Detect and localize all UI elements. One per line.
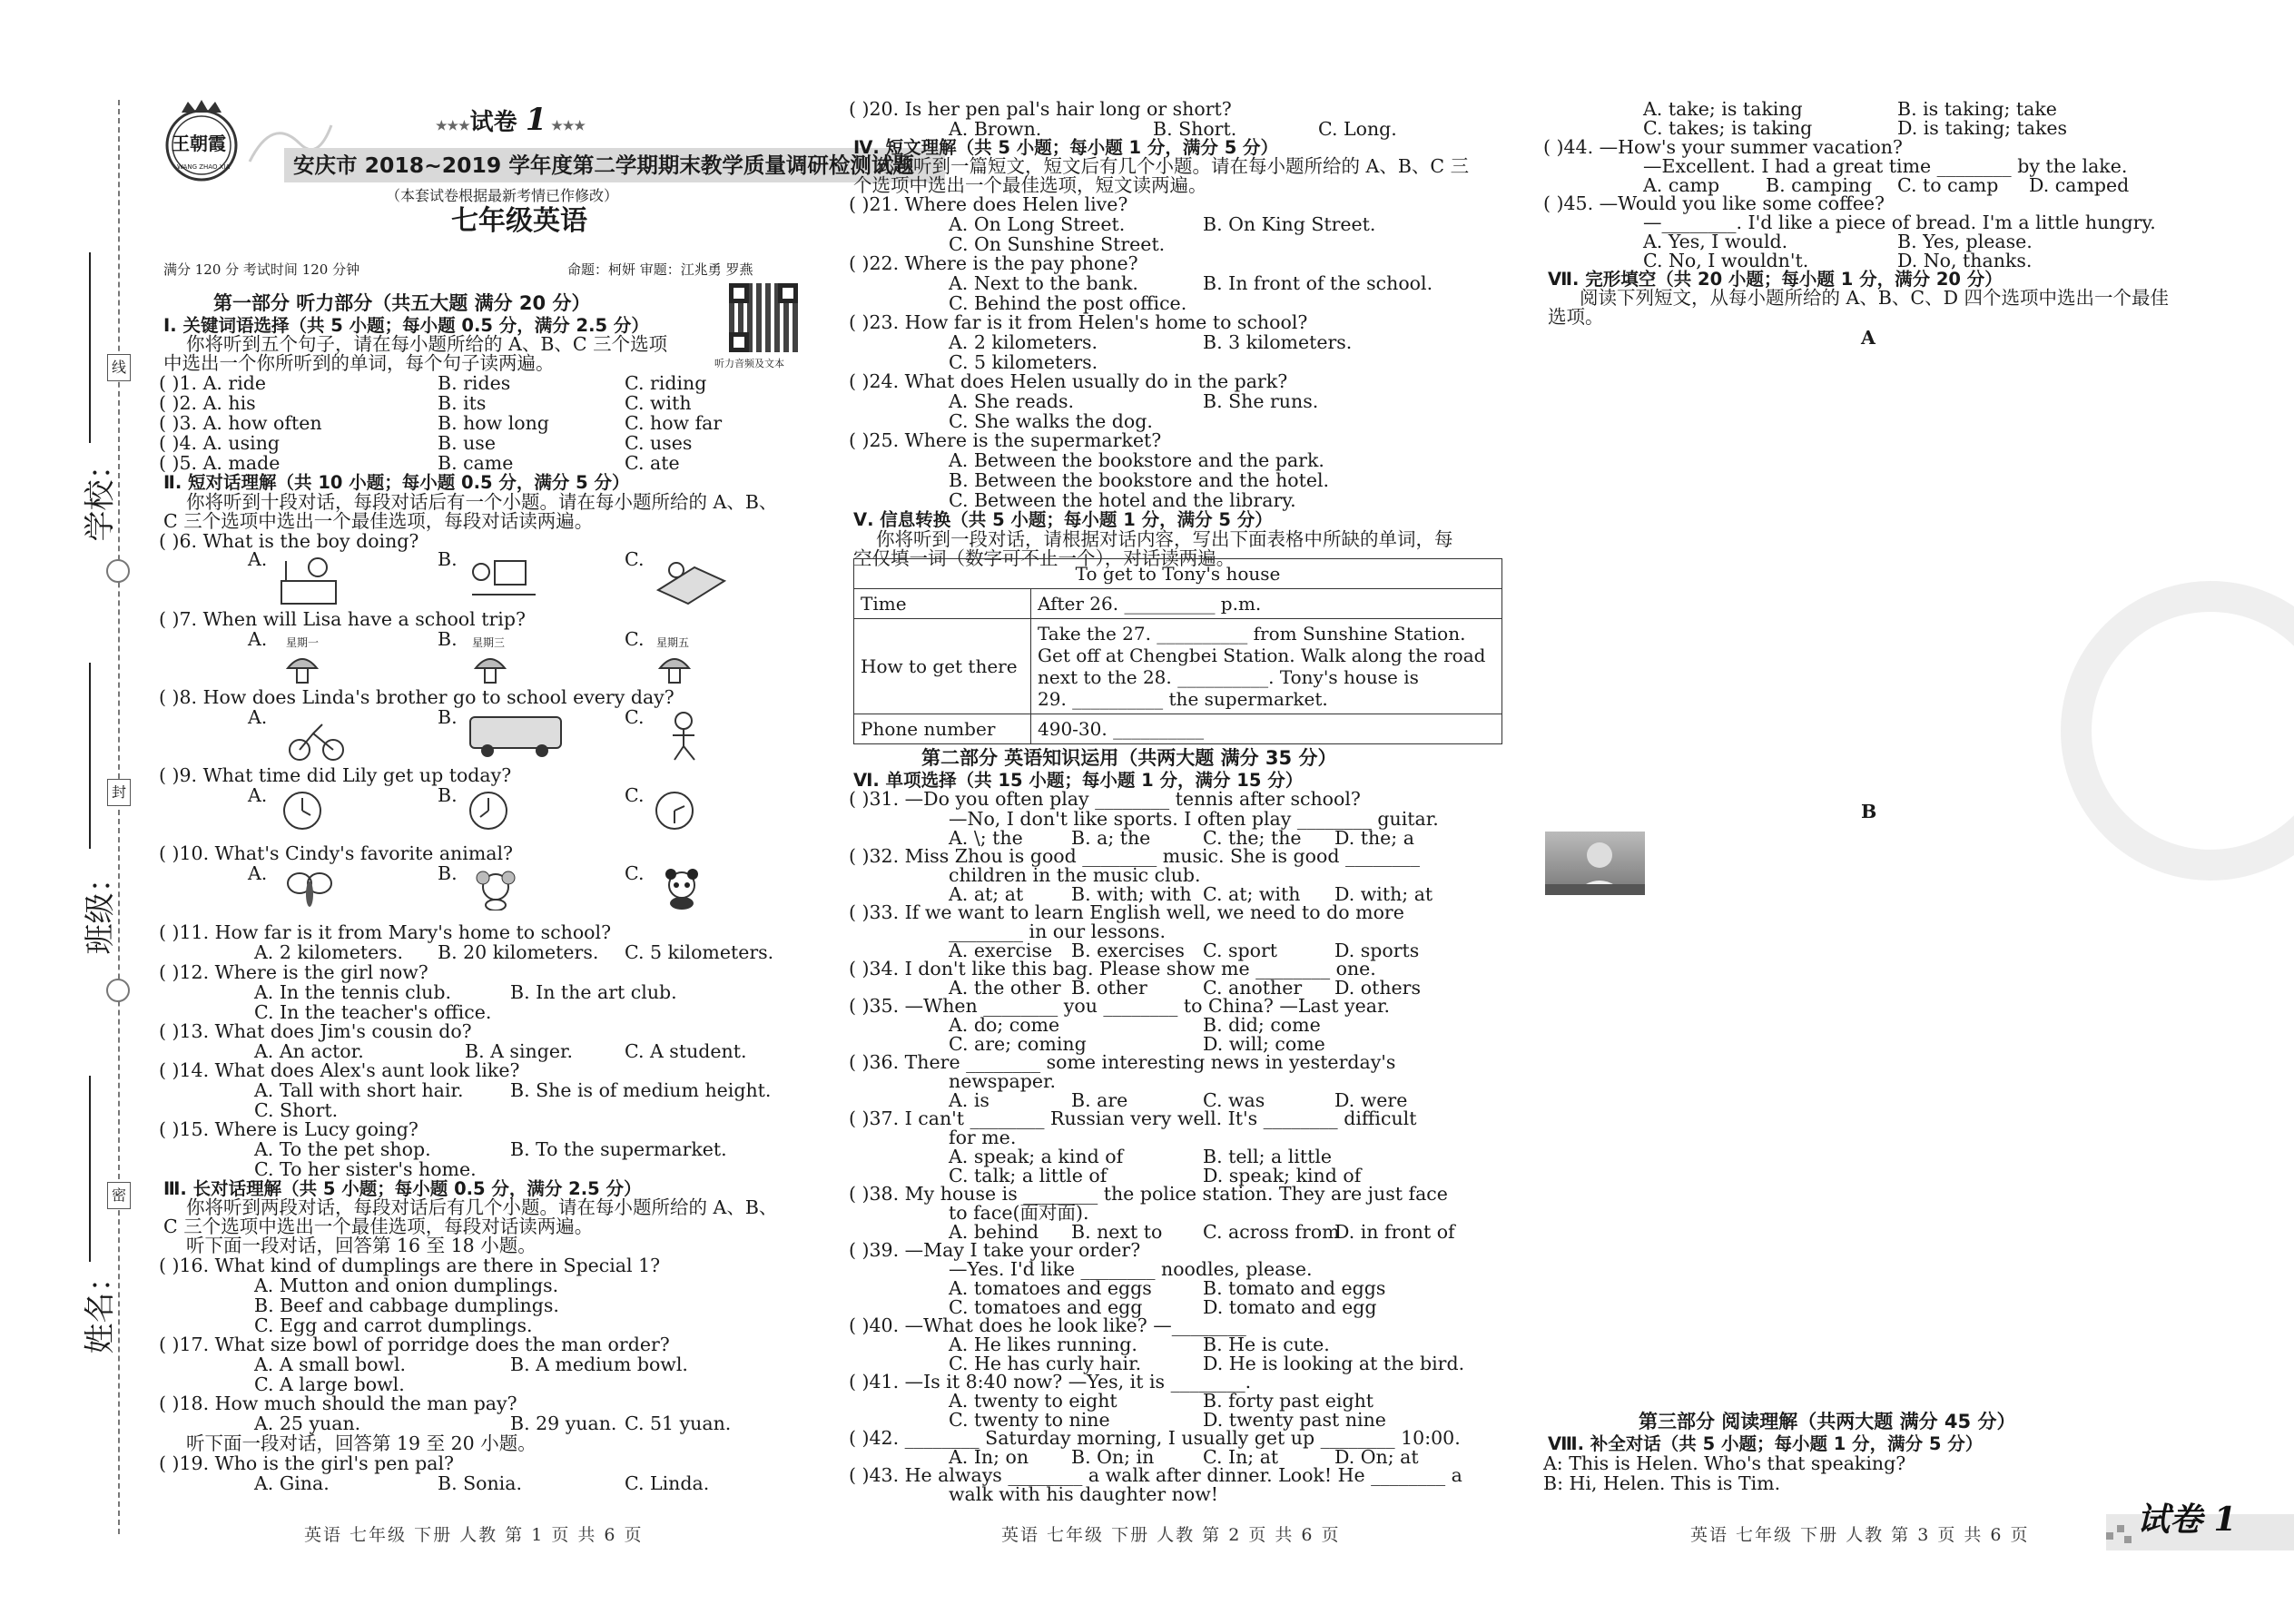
q39-option-b[interactable]: B. tomato and eggs (1203, 1277, 1386, 1299)
sec7-instr: 选项。 (1548, 306, 1604, 328)
q19-stem: ( )19. Who is the girl's pen pal? (159, 1452, 455, 1474)
q41-option-a[interactable]: A. twenty to eight (949, 1390, 1117, 1412)
q8-option-b[interactable]: B. (438, 706, 458, 728)
q40-option-c[interactable]: C. He has curly hair. (949, 1353, 1142, 1374)
route-line: next to the 28. __________. Tony's house is (1038, 666, 1419, 688)
q37-stem-cont: for me. (949, 1127, 1017, 1148)
q41-option-c[interactable]: C. twenty to nine (949, 1409, 1110, 1431)
q32-option-d[interactable]: D. with; at (1334, 883, 1433, 905)
q39-option-c[interactable]: C. tomatoes and egg (949, 1296, 1143, 1318)
part2-title: 第二部分 英语知识运用（共两大题 满分 35 分） (921, 747, 1337, 769)
table-header: To get to Tony's house (854, 559, 1502, 589)
school-line (89, 252, 91, 443)
q31-stem-cont: —No, I don't like sports. I often play ________ guitar. (949, 808, 1439, 830)
q1-stem: ( )1. A. ride (159, 372, 267, 394)
passage-a-label: A (1861, 327, 1876, 349)
q36-option-a[interactable]: A. is (949, 1089, 989, 1111)
passage-b-label: B (1861, 801, 1877, 822)
binding-mark-secret: 密 (107, 1182, 131, 1209)
q15-option-c[interactable]: C. To her sister's home. (254, 1158, 477, 1180)
q31-stem: ( )31. —Do you often play ________ tennis after school? (849, 788, 1361, 810)
sec3-lead: 听下面一段对话，回答第 16 至 18 小题。 (186, 1235, 537, 1256)
q34-option-d[interactable]: D. others (1334, 977, 1421, 999)
boy-at-computer-image (468, 554, 531, 601)
q33-option-d[interactable]: D. sports (1334, 940, 1420, 961)
part3-title: 第三部分 阅读理解（共两大题 满分 45 分） (1639, 1411, 2016, 1432)
q37-option-b[interactable]: B. tell; a little (1203, 1146, 1333, 1167)
q42-stem: ( )42. ________ Saturday morning, I usually get up ________ 10:00. (849, 1427, 1461, 1449)
q24-option-b[interactable]: B. She runs. (1203, 390, 1319, 412)
sec1-instr: 中选出一个你所听到的单词，每个句子读两遍。 (163, 352, 555, 374)
q14-option-b[interactable]: B. She is of medium height. (510, 1079, 772, 1101)
exam-meta-left: 满分 120 分 考试时间 120 分钟 (163, 261, 360, 278)
q44-option-d[interactable]: D. camped (2029, 174, 2130, 196)
page-column-1 (159, 0, 914, 1624)
table-cell-time-label: Time (854, 589, 1031, 619)
q34-option-c[interactable]: C. another (1203, 977, 1303, 999)
q45-stem: ( )45. —Would you like some coffee? (1543, 192, 1885, 214)
q14-stem: ( )14. What does Alex's aunt look like? (159, 1059, 520, 1081)
q38-option-a[interactable]: A. behind (949, 1221, 1039, 1243)
q42-option-d[interactable]: D. On; at (1334, 1446, 1419, 1468)
q43-option-b[interactable]: B. is taking; take (1897, 98, 2057, 120)
table-cell-route-label: How to get there (854, 619, 1031, 714)
route-line: Get off at Chengbei Station. Walk along the road (1038, 645, 1486, 666)
binding-margin (0, 0, 159, 1624)
q11-option-c[interactable]: C. 5 kilometers. (625, 941, 774, 963)
binding-mark-line: 线 (107, 354, 131, 381)
koala-image (472, 867, 519, 910)
q5-option-c[interactable]: C. ate (625, 452, 680, 474)
q41-option-d[interactable]: D. twenty past nine (1203, 1409, 1386, 1431)
q35-stem: ( )35. —When ________ you ________ to China? —Last year. (849, 995, 1391, 1017)
q13-option-b[interactable]: B. A singer. (465, 1040, 574, 1062)
q33-option-a[interactable]: A. exercise (949, 940, 1053, 961)
corner-pixel (2106, 1532, 2113, 1540)
exam-tag: 试卷 1 (2137, 1501, 2237, 1539)
q17-stem: ( )17. What size bowl of porridge does the man order? (159, 1334, 670, 1355)
exam-meta-right: 命题：柯妍 审题：江兆勇 罗燕 (567, 261, 753, 278)
sec4-instr: 个选项中选出一个最佳选项，短文读两遍。 (853, 174, 1207, 196)
q6-option-c[interactable]: C. (625, 548, 645, 570)
q45-stem-cont: —________. I'd like a piece of bread. I'm a little hungry. (1643, 212, 2156, 233)
q12-option-a[interactable]: A. In the tennis club. (254, 981, 451, 1003)
part1-title: 第一部分 听力部分（共五大题 满分 20 分） (213, 292, 591, 314)
swimmer-photo (1545, 832, 1645, 895)
q34-option-a[interactable]: A. the other (949, 977, 1061, 999)
sec6-title: Ⅵ. 单项选择（共 15 小题；每小题 1 分，满分 15 分） (853, 770, 1304, 791)
q35-option-d[interactable]: D. will; come (1203, 1033, 1325, 1055)
q38-stem-cont: to face(面对面). (949, 1202, 1089, 1224)
q32-option-a[interactable]: A. at; at (949, 883, 1024, 905)
q13-stem: ( )13. What does Jim's cousin do? (159, 1020, 472, 1042)
sec3-title: Ⅲ. 长对话理解（共 5 小题；每小题 0.5 分，满分 2.5 分） (163, 1178, 642, 1199)
q13-option-c[interactable]: C. A student. (625, 1040, 747, 1062)
q44-option-a[interactable]: A. camp (1643, 174, 1720, 196)
q12-option-c[interactable]: C. In the teacher's office. (254, 1001, 492, 1023)
q43-option-d[interactable]: D. is taking; takes (1897, 117, 2068, 139)
q18-option-b[interactable]: B. 29 yuan. (510, 1412, 617, 1434)
q41-option-b[interactable]: B. forty past eight (1203, 1390, 1374, 1412)
corner-pixel (2117, 1525, 2124, 1532)
q23-option-c[interactable]: C. 5 kilometers. (949, 351, 1098, 373)
table-cell-phone-label: Phone number (854, 714, 1031, 744)
day-friday: 星期五 (656, 636, 690, 649)
qr-caption: 听力音频及文本 (714, 358, 784, 369)
q25-option-a[interactable]: A. Between the bookstore and the park. (949, 449, 1324, 471)
q34-stem: ( )34. I don't like this bag. Please show me ________ one. (849, 958, 1376, 979)
q9-option-a[interactable]: A. (248, 784, 268, 806)
q15-option-a[interactable]: A. To the pet shop. (254, 1138, 431, 1160)
q18-option-c[interactable]: C. 51 yuan. (625, 1412, 732, 1434)
sec2-instr: C 三个选项中选出一个最佳选项，每段对话读两遍。 (163, 510, 594, 532)
boy-at-desk-image (277, 554, 340, 601)
q18-stem: ( )18. How much should the man pay? (159, 1393, 517, 1414)
q35-option-b[interactable]: B. did; come (1203, 1014, 1321, 1036)
q42-option-a[interactable]: A. In; on (949, 1446, 1029, 1468)
publisher-logo (159, 98, 245, 184)
sec1-instr: 你将听到五个句子，请在每小题所给的 A、B、C 三个选项 (186, 333, 668, 355)
q37-option-d[interactable]: D. speak; kind of (1203, 1165, 1362, 1186)
bus-image (468, 713, 567, 760)
q3-option-b[interactable]: B. how long (438, 412, 549, 434)
q19-option-c[interactable]: C. Linda. (625, 1472, 710, 1494)
q25-option-b[interactable]: B. Between the bookstore and the hotel. (949, 469, 1330, 491)
class-line (89, 663, 91, 849)
q22-option-a[interactable]: A. Next to the bank. (949, 272, 1138, 294)
q39-option-d[interactable]: D. tomato and egg (1203, 1296, 1377, 1318)
sec7-instr: 阅读下列短文，从每小题所给的 A、B、C、D 四个选项中选出一个最佳 (1580, 287, 2170, 309)
q33-stem-cont: ________ in our lessons. (949, 920, 1166, 942)
q21-stem: ( )21. Where does Helen live? (849, 193, 1128, 215)
mushroom-calendar-icon (656, 650, 693, 686)
q20-option-a[interactable]: A. Brown. (949, 118, 1042, 140)
q21-option-a[interactable]: A. On Long Street. (949, 213, 1126, 235)
q44-option-b[interactable]: B. camping (1766, 174, 1873, 196)
punch-hole (106, 559, 130, 583)
q7-option-c[interactable]: C. (625, 628, 645, 650)
q9-option-b[interactable]: B. (438, 784, 458, 806)
q19-option-b[interactable]: B. Sonia. (438, 1472, 522, 1494)
q35-option-c[interactable]: C. are; coming (949, 1033, 1087, 1055)
q31-option-a[interactable]: A. \; the (949, 827, 1023, 849)
q9-stem: ( )9. What time did Lily get up today? (159, 764, 512, 786)
corner-pixel (2124, 1536, 2132, 1543)
q34-option-b[interactable]: B. other (1071, 977, 1147, 999)
sec8-title: Ⅷ. 补全对话（共 5 小题；每小题 1 分，满分 5 分） (1548, 1433, 1984, 1454)
route-line: Take the 27. __________ from Sunshine Station. (1038, 623, 1466, 645)
q11-stem: ( )11. How far is it from Mary's home to school? (159, 921, 612, 943)
q39-stem-cont: —Yes. I'd like ________ noodles, please. (949, 1258, 1313, 1280)
q14-option-c[interactable]: C. Short. (254, 1099, 339, 1121)
q7-stem: ( )7. When will Lisa have a school trip? (159, 608, 526, 630)
q15-option-b[interactable]: B. To the supermarket. (510, 1138, 727, 1160)
q2-stem: ( )2. A. his (159, 392, 256, 414)
q33-stem: ( )33. If we want to learn English well, we need to do more (849, 901, 1404, 923)
q37-stem: ( )37. I can't ________ Russian very well. It's ________ difficult (849, 1107, 1417, 1129)
q3-stem: ( )3. A. how often (159, 412, 322, 434)
series-number: 1 (525, 102, 547, 138)
page-footer: 英语 七年级 下册 人教 第 2 页 共 6 页 (1001, 1525, 1341, 1545)
q36-option-b[interactable]: B. are (1071, 1089, 1128, 1111)
q24-option-a[interactable]: A. She reads. (949, 390, 1075, 412)
q25-stem: ( )25. Where is the supermarket? (849, 429, 1162, 451)
q10-stem: ( )10. What's Cindy's favorite animal? (159, 842, 514, 864)
bicycle-image (286, 715, 350, 763)
q45-option-a[interactable]: A. Yes, I would. (1643, 231, 1788, 252)
q36-stem-cont: newspaper. (949, 1070, 1057, 1092)
q9-option-c[interactable]: C. (625, 784, 645, 806)
sec3-instr: 你将听到两段对话，每段对话后有几个小题。请在每小题所给的 A、B、 (186, 1196, 778, 1218)
q8-stem: ( )8. How does Linda's brother go to school every day? (159, 686, 674, 708)
q7-option-b[interactable]: B. (438, 628, 458, 650)
q44-stem-cont: —Excellent. I had a great time ________ by the lake. (1643, 155, 2128, 177)
logo-text: 王朝霞 (172, 133, 226, 154)
q43-option-a[interactable]: A. take; is taking (1643, 98, 1803, 120)
q24-stem: ( )24. What does Helen usually do in the park? (849, 370, 1288, 392)
q20-option-c[interactable]: C. Long. (1318, 118, 1397, 140)
q15-stem: ( )15. Where is Lucy going? (159, 1118, 418, 1140)
q20-option-b[interactable]: B. Short. (1153, 118, 1237, 140)
punch-hole (106, 979, 130, 1002)
q21-option-b[interactable]: B. On King Street. (1203, 213, 1376, 235)
walking-boy-image (656, 710, 720, 757)
q5-stem: ( )5. A. made (159, 452, 281, 474)
q7-option-a[interactable]: A. (248, 628, 268, 650)
q3-option-c[interactable]: C. how far (625, 412, 723, 434)
q6-option-a[interactable]: A. (248, 548, 268, 570)
panda-image (658, 867, 705, 910)
q21-option-c[interactable]: C. On Sunshine Street. (949, 233, 1166, 255)
q8-option-c[interactable]: C. (625, 706, 645, 728)
q19-option-a[interactable]: A. Gina. (254, 1472, 330, 1494)
q37-option-a[interactable]: A. speak; a kind of (949, 1146, 1124, 1167)
q16-stem: ( )16. What kind of dumplings are there in Special 1? (159, 1255, 661, 1276)
q23-option-b[interactable]: B. 3 kilometers. (1203, 331, 1353, 353)
sec5-instr: 空仅填一词（数字可不止一个），对话读两遍。 (853, 547, 1236, 569)
q36-stem: ( )36. There ________ some interesting news in yesterday's (849, 1051, 1396, 1073)
q32-option-b[interactable]: B. with; with (1071, 883, 1192, 905)
q38-stem: ( )38. My house is ________ the police station. They are just face (849, 1183, 1448, 1205)
q10-option-b[interactable]: B. (438, 862, 458, 884)
clock-icon (468, 790, 509, 832)
q4-option-b[interactable]: B. use (438, 432, 496, 454)
exam-subtitle: 七年级英语 (451, 205, 587, 237)
q16-option-c[interactable]: C. Egg and carrot dumplings. (254, 1314, 533, 1336)
q39-stem: ( )39. —May I take your order? (849, 1239, 1141, 1261)
q23-option-a[interactable]: A. 2 kilometers. (949, 331, 1098, 353)
sec5-title: Ⅴ. 信息转换（共 5 小题；每小题 1 分，满分 5 分） (853, 509, 1273, 530)
q17-option-a[interactable]: A. A small bowl. (254, 1353, 407, 1375)
sec4-title: Ⅳ. 短文理解（共 5 小题；每小题 1 分，满分 5 分） (853, 137, 1279, 158)
page-footer: 英语 七年级 下册 人教 第 3 页 共 6 页 (1690, 1525, 2030, 1545)
q32-stem: ( )32. Miss Zhou is good ________ music. She is good ________ (849, 845, 1420, 867)
route-line: 29. __________ the supermarket. (1038, 688, 1328, 710)
q31-option-c[interactable]: C. the; the (1203, 827, 1302, 849)
q22-option-c[interactable]: C. Behind the post office. (949, 292, 1187, 314)
q44-option-c[interactable]: C. to camp (1897, 174, 1999, 196)
q40-option-b[interactable]: B. He is cute. (1203, 1334, 1330, 1355)
q25-option-c[interactable]: C. Between the hotel and the library. (949, 489, 1296, 511)
q16-option-b[interactable]: B. Beef and cabbage dumplings. (254, 1294, 559, 1316)
class-label: 班级： (82, 861, 119, 955)
q10-option-c[interactable]: C. (625, 862, 645, 884)
q33-option-c[interactable]: C. sport (1203, 940, 1278, 961)
q31-option-b[interactable]: B. a; the (1071, 827, 1151, 849)
q17-option-b[interactable]: B. A medium bowl. (510, 1353, 688, 1375)
q16-option-a[interactable]: A. Mutton and onion dumplings. (254, 1275, 559, 1296)
sec1-title: Ⅰ. 关键词语选择（共 5 小题；每小题 0.5 分，满分 2.5 分） (163, 315, 649, 336)
dialogue-line: B: Hi, Helen. This is Tim. (1543, 1472, 1781, 1494)
sec4-instr: 你将听到一篇短文，短文后有几个小题。请在每小题所给的 A、B、C 三 (876, 155, 1470, 177)
q36-option-d[interactable]: D. were (1334, 1089, 1408, 1111)
day-wednesday: 星期三 (472, 636, 506, 649)
mushroom-calendar-icon (472, 650, 508, 686)
q36-option-c[interactable]: C. was (1203, 1089, 1265, 1111)
q40-option-a[interactable]: A. He likes running. (949, 1334, 1137, 1355)
day-monday: 星期一 (286, 636, 320, 649)
sec5-instr: 你将听到一段对话，请根据对话内容，写出下面表格中所缺的单词，每 (876, 528, 1453, 550)
q45-option-c[interactable]: C. No, I wouldn't. (1643, 250, 1809, 271)
q6-stem: ( )6. What is the boy doing? (159, 530, 419, 552)
q2-option-c[interactable]: C. with (625, 392, 692, 414)
q4-option-c[interactable]: C. uses (625, 432, 693, 454)
dialogue-line: A: This is Helen. Who's that speaking? (1543, 1452, 1906, 1474)
exam-title: 安庆市 2018~2019 学年度第二学期期末教学质量调研检测试题 (284, 148, 945, 182)
q17-option-c[interactable]: C. A large bowl. (254, 1373, 405, 1395)
name-label: 姓名： (82, 1261, 119, 1354)
logo-subtext: WANG ZHAO XIA (177, 163, 231, 171)
q4-stem: ( )4. A. using (159, 432, 281, 454)
q38-option-d[interactable]: D. in front of (1334, 1221, 1455, 1243)
q24-option-c[interactable]: C. She walks the dog. (949, 410, 1153, 432)
page-column-2 (849, 0, 1507, 1624)
q22-option-b[interactable]: B. In front of the school. (1203, 272, 1433, 294)
butterfly-image (286, 867, 333, 910)
q23-stem: ( )23. How far is it from Helen's home to school? (849, 311, 1308, 333)
q42-option-c[interactable]: C. In; at (1203, 1446, 1279, 1468)
q11-option-b[interactable]: B. 20 kilometers. (438, 941, 599, 963)
q33-option-b[interactable]: B. exercises (1071, 940, 1185, 961)
sec2-instr: 你将听到十段对话，每段对话后有一个小题。请在每小题所给的 A、B、 (186, 491, 778, 513)
q12-stem: ( )12. Where is the girl now? (159, 961, 428, 983)
clock-icon (281, 790, 323, 832)
binding-mark-seal: 封 (107, 779, 131, 806)
q1-option-c[interactable]: C. riding (625, 372, 707, 394)
name-line (89, 1076, 91, 1262)
q13-option-a[interactable]: A. An actor. (254, 1040, 364, 1062)
school-label: 学校： (82, 448, 119, 542)
q6-option-b[interactable]: B. (438, 548, 458, 570)
q40-option-d[interactable]: D. He is looking at the bird. (1203, 1353, 1465, 1374)
q18-option-a[interactable]: A. 25 yuan. (254, 1412, 361, 1434)
sec3-instr: C 三个选项中选出一个最佳选项，每段对话读两遍。 (163, 1216, 594, 1237)
q41-stem: ( )41. —Is it 8:40 now? —Yes, it is ________. (849, 1371, 1252, 1393)
q5-option-b[interactable]: B. came (438, 452, 514, 474)
q31-option-d[interactable]: D. the; a (1334, 827, 1414, 849)
q22-stem: ( )22. Where is the pay phone? (849, 252, 1138, 274)
q1-option-b[interactable]: B. rides (438, 372, 511, 394)
q32-option-c[interactable]: C. at; with (1203, 883, 1301, 905)
page-footer: 英语 七年级 下册 人教 第 1 页 共 6 页 (304, 1525, 644, 1545)
q37-option-c[interactable]: C. talk; a little of (949, 1165, 1108, 1186)
table-cell-time-value[interactable]: After 26. __________ p.m. (1031, 589, 1502, 619)
q8-option-a[interactable]: A. (248, 706, 268, 728)
q32-stem-cont: children in the music club. (949, 864, 1201, 886)
sec2-title: Ⅱ. 短对话理解（共 10 小题；每小题 0.5 分，满分 5 分） (163, 472, 630, 493)
series-text: 试卷 (469, 109, 517, 136)
q44-stem: ( )44. —How's your summer vacation? (1543, 136, 1903, 158)
q43-stem-cont: walk with his daughter now! (949, 1483, 1219, 1505)
sec3-lead: 听下面一段对话，回答第 19 至 20 小题。 (186, 1432, 537, 1454)
table-cell-phone-value[interactable]: 490-30. __________ (1031, 714, 1502, 744)
mushroom-calendar-icon (284, 650, 320, 686)
q38-option-c[interactable]: C. across from (1203, 1221, 1340, 1243)
q10-option-a[interactable]: A. (248, 862, 268, 884)
board-game-image (654, 554, 717, 601)
q42-option-b[interactable]: B. On; in (1071, 1446, 1155, 1468)
q20-stem: ( )20. Is her pen pal's hair long or short? (849, 98, 1232, 120)
q45-option-b[interactable]: B. Yes, please. (1897, 231, 2033, 252)
q39-option-a[interactable]: A. tomatoes and eggs (949, 1277, 1152, 1299)
table-cell-route-value[interactable] (1031, 619, 1502, 714)
q14-option-a[interactable]: A. Tall with short hair. (254, 1079, 464, 1101)
exam-note: （本套试卷根据最新考情已作修改） (386, 187, 619, 204)
q43-stem: ( )43. He always ________ a walk after dinner. Look! He ________ a (849, 1464, 1462, 1486)
q45-option-d[interactable]: D. No, thanks. (1897, 250, 2033, 271)
clock-icon (654, 790, 695, 832)
q40-stem: ( )40. —What does he look like? —________ (849, 1314, 1246, 1336)
sec7-title: Ⅶ. 完形填空（共 20 小题；每小题 1 分，满分 20 分） (1548, 269, 2003, 290)
q38-option-b[interactable]: B. next to (1071, 1221, 1163, 1243)
q11-option-a[interactable]: A. 2 kilometers. (254, 941, 404, 963)
q12-option-b[interactable]: B. In the art club. (510, 981, 677, 1003)
info-transfer-table (853, 558, 1502, 744)
q35-option-a[interactable]: A. do; come (949, 1014, 1060, 1036)
q43-option-c[interactable]: C. takes; is taking (1643, 117, 1813, 139)
series-label: ★★★试卷 1 ★★★ (436, 102, 586, 138)
q2-option-b[interactable]: B. its (438, 392, 487, 414)
qr-code[interactable] (729, 283, 798, 352)
